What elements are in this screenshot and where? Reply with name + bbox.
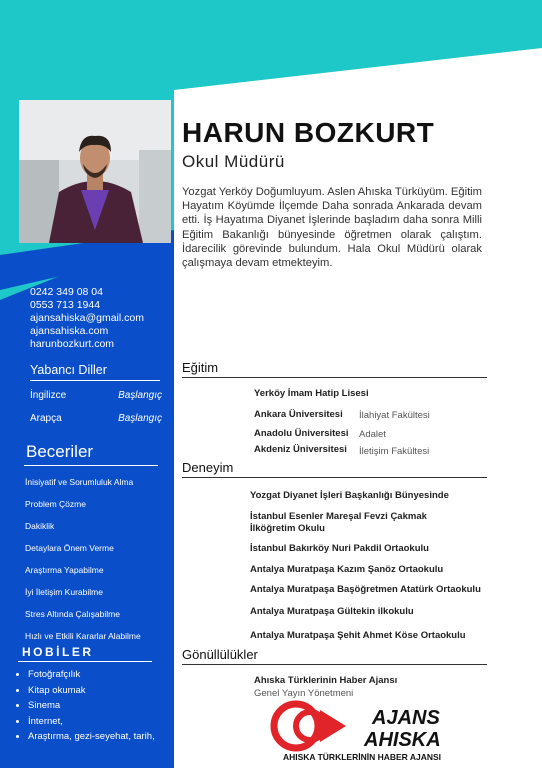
languages-title: Yabancı Diller xyxy=(30,363,107,377)
skill-item: İyi İletişim Kurabilme xyxy=(25,587,103,597)
logo-line2: AHISKA xyxy=(364,729,441,751)
experience-divider xyxy=(182,477,487,478)
experience-item: Antalya Muratpaşa Kazım Şanöz Ortaokulu xyxy=(250,564,444,575)
experience-item: Antalya Muratpaşa Gültekin ilkokulu xyxy=(250,606,414,617)
volunteer-org: Ahıska Türklerinin Haber Ajansı xyxy=(254,675,398,686)
education-school: Yerköy İmam Hatip Lisesi xyxy=(254,388,369,399)
profile-photo xyxy=(19,100,171,243)
experience-item: Antalya Muratpaşa Şehit Ahmet Köse Ortaokulu xyxy=(250,630,466,641)
education-title: Eğitim xyxy=(182,360,219,375)
website-1[interactable]: ajansahiska.com xyxy=(30,325,109,337)
volunteer-divider xyxy=(182,664,487,665)
education-dept: İlahiyat Fakültesi xyxy=(359,410,430,421)
skill-item: Hızlı ve Etkili Kararlar Alabilme xyxy=(25,631,141,641)
hobby-item: • Fotoğrafçılık xyxy=(28,667,155,683)
logo-mark xyxy=(274,704,346,748)
education-divider xyxy=(182,377,487,378)
skill-item: İnisiyatif ve Sorumluluk Alma xyxy=(25,477,134,487)
hobby-item: • Araştırma, gezi-seyehat, tarih, xyxy=(28,729,155,745)
language-name: İngilizce xyxy=(30,390,67,401)
ajans-ahiska-logo xyxy=(258,700,466,764)
hobbies-title: HOBİLER xyxy=(22,645,94,659)
skill-item: Dakiklik xyxy=(25,521,55,531)
skill-item: Problem Çözme xyxy=(25,499,86,509)
volunteer-role: Genel Yayın Yönetmeni xyxy=(254,688,354,699)
education-school: Anadolu Üniversitesi xyxy=(254,428,349,439)
job-title: Okul Müdürü xyxy=(182,152,285,171)
language-name: Arapça xyxy=(30,413,62,424)
experience-item: İstanbul Esenler Mareşal Fevzi Çakmak İlköğretim Okulu xyxy=(250,511,427,534)
hobby-item: • Kitap okumak xyxy=(28,683,155,699)
volunteer-title: Gönüllülükler xyxy=(182,647,258,662)
hobbies-list xyxy=(14,667,155,745)
logo-line1: AJANS xyxy=(372,707,440,729)
person-name: HARUN BOZKURT xyxy=(182,117,435,148)
experience-item: Yozgat Diyanet İşleri Başkanlığı Bünyesinde xyxy=(250,490,449,501)
skills-title: Beceriler xyxy=(26,442,94,461)
hobby-item: • İnternet, xyxy=(28,714,155,730)
experience-item: Antalya Muratpaşa Başöğretmen Atatürk Ortaokulu xyxy=(250,584,481,595)
languages-divider xyxy=(30,380,160,381)
bio-paragraph: Yozgat Yerköy Doğumluyum. Aslen Ahıska Türküyüm. Eğitim Hayatım Köyümde İlçemde Daha sonrada Ankarada devam etti. İş Hayatıma Diyanet İşlerinde başladım daha sonra Milli Eğitim Bakanlığı bünyesinde öğretmen olarak çalıştım. İdarecilik görevinde bulundum. Hala Okul Müdürü olarak çalışmaya devam etmekteyim. xyxy=(182,186,482,270)
contact-info xyxy=(30,286,144,351)
experience-item: İstanbul Bakırköy Nuri Pakdil Ortaokulu xyxy=(250,543,429,554)
skill-item: Detaylara Önem Verme xyxy=(25,543,114,553)
education-dept: İletişim Fakültesi xyxy=(359,446,430,457)
logo-tagline: AHISKA TÜRKLERİNİN HABER AJANSI xyxy=(282,752,442,762)
education-school: Ankara Üniversitesi xyxy=(254,409,343,420)
language-row xyxy=(30,390,162,401)
skills-divider xyxy=(24,465,158,466)
website-2[interactable]: harunbozkurt.com xyxy=(30,338,115,350)
language-level: Başlangıç xyxy=(118,390,162,401)
education-dept: Adalet xyxy=(359,429,386,440)
skill-item: Stres Altında Çalışabilme xyxy=(25,609,120,619)
experience-title: Deneyim xyxy=(182,460,234,475)
hobby-item: • Sinema xyxy=(28,698,155,714)
email[interactable]: ajansahiska@gmail.com xyxy=(30,312,144,324)
language-level: Başlangıç xyxy=(118,413,162,424)
phone-1: 0242 349 08 04 xyxy=(30,286,103,298)
hobbies-divider xyxy=(18,661,152,662)
phone-2: 0553 713 1944 xyxy=(30,299,101,311)
education-school: Akdeniz Üniversitesi xyxy=(254,444,347,455)
language-row xyxy=(30,413,162,424)
skill-item: Araştırma Yapabilme xyxy=(25,565,104,575)
